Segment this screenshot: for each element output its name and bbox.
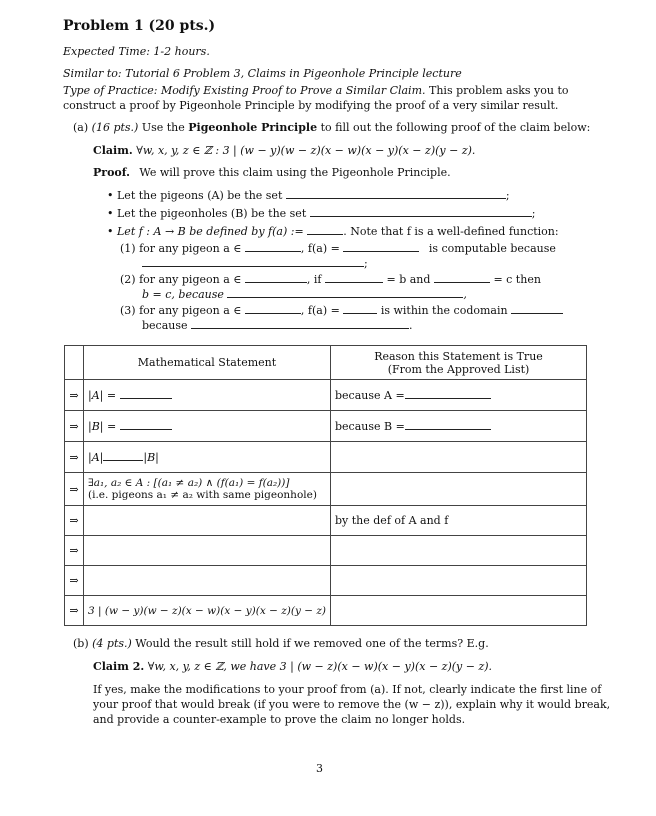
- proof-table: [64, 345, 587, 626]
- statement-line-2: (i.e. pigeons a₁ ≠ a₂ with same pigeonhole): [88, 489, 317, 501]
- statement-cell: [84, 473, 331, 506]
- part-b-intro: [73, 637, 489, 650]
- item-3-line-2: because .: [142, 319, 413, 332]
- practice-type: Type of Practice: Modify Existing Proof to Prove a Similar Claim.: [63, 84, 426, 97]
- item-2-b: , if: [306, 273, 322, 286]
- implies-icon: ⇒: [65, 411, 84, 442]
- practice-line-1: [63, 84, 568, 97]
- proof-text: We will prove this claim using the Pigeonhole Principle.: [139, 166, 451, 179]
- part-b-line-3: and provide a counter-example to prove the claim no longer holds.: [93, 713, 466, 726]
- item-3-b: , f(a) =: [300, 304, 340, 317]
- pigeonholes-blank[interactable]: [310, 206, 532, 217]
- practice-line-2: construct a proof by Pigeonhole Principle by modifying the proof of a very similar result.: [63, 99, 559, 112]
- bullet-pigeons: • Let the pigeons (A) be the set ;: [107, 189, 510, 202]
- item-2-a: (2) for any pigeon a ∈: [120, 273, 242, 286]
- statement-blank[interactable]: [120, 388, 172, 399]
- item-3-d: because: [142, 319, 188, 332]
- implies-icon: ⇒: [65, 566, 84, 596]
- item-3-blank-2[interactable]: [343, 303, 377, 314]
- item-2-line-2: b = c, because ,: [142, 288, 467, 301]
- item-1-blank-1[interactable]: [245, 241, 301, 252]
- claim-2: [93, 660, 492, 673]
- part-a-intro: [73, 121, 590, 134]
- implies-icon: ⇒: [65, 380, 84, 411]
- table-row: [65, 506, 587, 536]
- item-2-c: = b and: [386, 273, 431, 286]
- statement-cell[interactable]: [84, 411, 331, 442]
- statement-cell: 3 | (w − y)(w − z)(x − w)(x − y)(x − z)(y − z): [84, 596, 331, 626]
- implies-icon: ⇒: [65, 596, 84, 626]
- header-reason-line-1: Reason this Statement is True: [374, 349, 543, 363]
- item-2-e: b = c, because: [142, 288, 224, 301]
- item-1-c: is computable because: [428, 242, 556, 255]
- bullet-pigeonholes: • Let the pigeonholes (B) be the set ;: [107, 207, 536, 220]
- statement-blank[interactable]: [120, 419, 172, 430]
- item-2-blank-4[interactable]: [227, 287, 463, 298]
- bullet-pigeonholes-text: Let the pigeonholes (B) be the set: [117, 207, 307, 220]
- claim-label: Claim.: [93, 144, 133, 157]
- statement-cell[interactable]: [84, 442, 331, 473]
- item-1-blank-3[interactable]: [142, 256, 364, 267]
- part-a-points: (16 pts.): [91, 121, 139, 134]
- claim-2-text: ∀w, x, y, z ∈ ℤ, we have 3 | (w − z)(x − w)(x − y)(x − z)(y − z).: [147, 660, 493, 673]
- item-2-line-1: [120, 272, 541, 286]
- bullet-function-text: Let f : A → B be defined by f(a) :=: [117, 225, 304, 238]
- table-row: [65, 596, 587, 626]
- statement-line-1: ∃a₁, a₂ ∈ A : [(a₁ ≠ a₂) ∧ (f(a₁) = f(a₂))]: [88, 477, 290, 489]
- statement-text: |A| =: [88, 389, 117, 402]
- bullet-pigeons-text: Let the pigeons (A) be the set: [117, 189, 283, 202]
- bullet-dot: •: [107, 207, 114, 220]
- item-3-c: is within the codomain: [380, 304, 508, 317]
- part-b-label: (b): [73, 637, 89, 650]
- problem-title: Problem 1 (20 pts.): [63, 18, 216, 34]
- item-2-d: = c then: [493, 273, 541, 286]
- page-number: 3: [316, 762, 323, 775]
- claim-2-label: Claim 2.: [93, 660, 145, 673]
- table-header-row: [65, 346, 587, 380]
- part-a-intro-pre: Use the: [138, 121, 189, 134]
- part-b-question: Would the result still hold if we removed one of the terms? E.g.: [131, 637, 489, 650]
- similar-to: Similar to: Tutorial 6 Problem 3, Claims in Pigeonhole Principle lecture: [63, 67, 462, 80]
- item-3-blank-1[interactable]: [245, 303, 301, 314]
- reason-blank[interactable]: [405, 419, 491, 430]
- table-row: [65, 442, 587, 473]
- header-reason-line-2: (From the Approved List): [387, 362, 530, 376]
- implies-icon: ⇒: [65, 536, 84, 566]
- reason-cell[interactable]: [331, 473, 587, 506]
- item-2-blank-1[interactable]: [245, 272, 307, 283]
- table-row: [65, 411, 587, 442]
- item-3-a: (3) for any pigeon a ∈: [120, 304, 242, 317]
- implies-icon: ⇒: [65, 473, 84, 506]
- statement-cell[interactable]: [84, 506, 331, 536]
- item-3-blank-4[interactable]: [191, 318, 409, 329]
- statement-cell[interactable]: [84, 536, 331, 566]
- item-2-blank-2[interactable]: [325, 272, 383, 283]
- part-b-points: (4 pts.): [92, 637, 132, 650]
- statement-text-a: |A|: [88, 451, 104, 464]
- claim-text: ∀w, x, y, z ∈ ℤ : 3 | (w − y)(w − z)(x − w)(x − y)(x − z)(y − z).: [136, 144, 476, 157]
- item-1-line-2: ;: [142, 256, 368, 270]
- bullet-dot: •: [107, 189, 114, 202]
- statement-text: |B| =: [88, 420, 117, 433]
- statement-cell[interactable]: [84, 380, 331, 411]
- table-row: [65, 473, 587, 506]
- table-row: [65, 380, 587, 411]
- practice-rest: This problem asks you to: [425, 84, 569, 97]
- item-1-b: , f(a) =: [300, 242, 340, 255]
- bullet-function: [107, 224, 559, 238]
- function-blank[interactable]: [307, 224, 343, 235]
- part-b-line-2: your proof that would break (if you were to remove the (w − z)), explain why it would break,: [93, 698, 611, 711]
- header-statement: Mathematical Statement: [84, 346, 331, 380]
- pigeons-blank[interactable]: [286, 188, 506, 199]
- header-reason: [331, 346, 587, 380]
- item-1-a: (1) for any pigeon a ∈: [120, 242, 242, 255]
- reason-cell[interactable]: [331, 566, 587, 596]
- item-3-blank-3[interactable]: [511, 303, 563, 314]
- statement-cell[interactable]: [84, 566, 331, 596]
- implies-icon: ⇒: [65, 506, 84, 536]
- statement-text-b: |B|: [143, 451, 159, 464]
- part-a-label: (a): [73, 121, 89, 134]
- reason-blank[interactable]: [405, 388, 491, 399]
- item-3-line-1: [120, 303, 563, 317]
- implies-icon: ⇒: [65, 442, 84, 473]
- header-arrow-cell: [65, 346, 84, 380]
- reason-cell[interactable]: [331, 536, 587, 566]
- table-row: [65, 566, 587, 596]
- reason-cell[interactable]: [331, 411, 587, 442]
- part-a-intro-bold: Pigeonhole Principle: [188, 121, 318, 134]
- item-1-blank-2[interactable]: [343, 241, 419, 252]
- item-1-line-1: [120, 241, 556, 255]
- reason-cell[interactable]: by the def of A and f: [331, 506, 587, 536]
- reason-text: because B =: [335, 420, 405, 433]
- table-row: [65, 536, 587, 566]
- bullet-function-post: . Note that f is a well-defined function:: [343, 225, 559, 238]
- claim: [93, 144, 475, 157]
- reason-cell[interactable]: [331, 380, 587, 411]
- expected-time: Expected Time: 1-2 hours.: [63, 45, 210, 58]
- part-b-line-1: If yes, make the modifications to your proof from (a). If not, clearly indicate the first line of: [93, 683, 602, 696]
- relation-blank[interactable]: [103, 450, 143, 461]
- proof-label: Proof.: [93, 166, 130, 179]
- proof-intro: [93, 166, 451, 179]
- bullet-dot: •: [107, 225, 114, 238]
- item-2-blank-3[interactable]: [434, 272, 490, 283]
- part-a-intro-post: to fill out the following proof of the claim below:: [317, 121, 591, 134]
- reason-cell[interactable]: [331, 442, 587, 473]
- reason-text: because A =: [335, 389, 405, 402]
- reason-cell[interactable]: [331, 596, 587, 626]
